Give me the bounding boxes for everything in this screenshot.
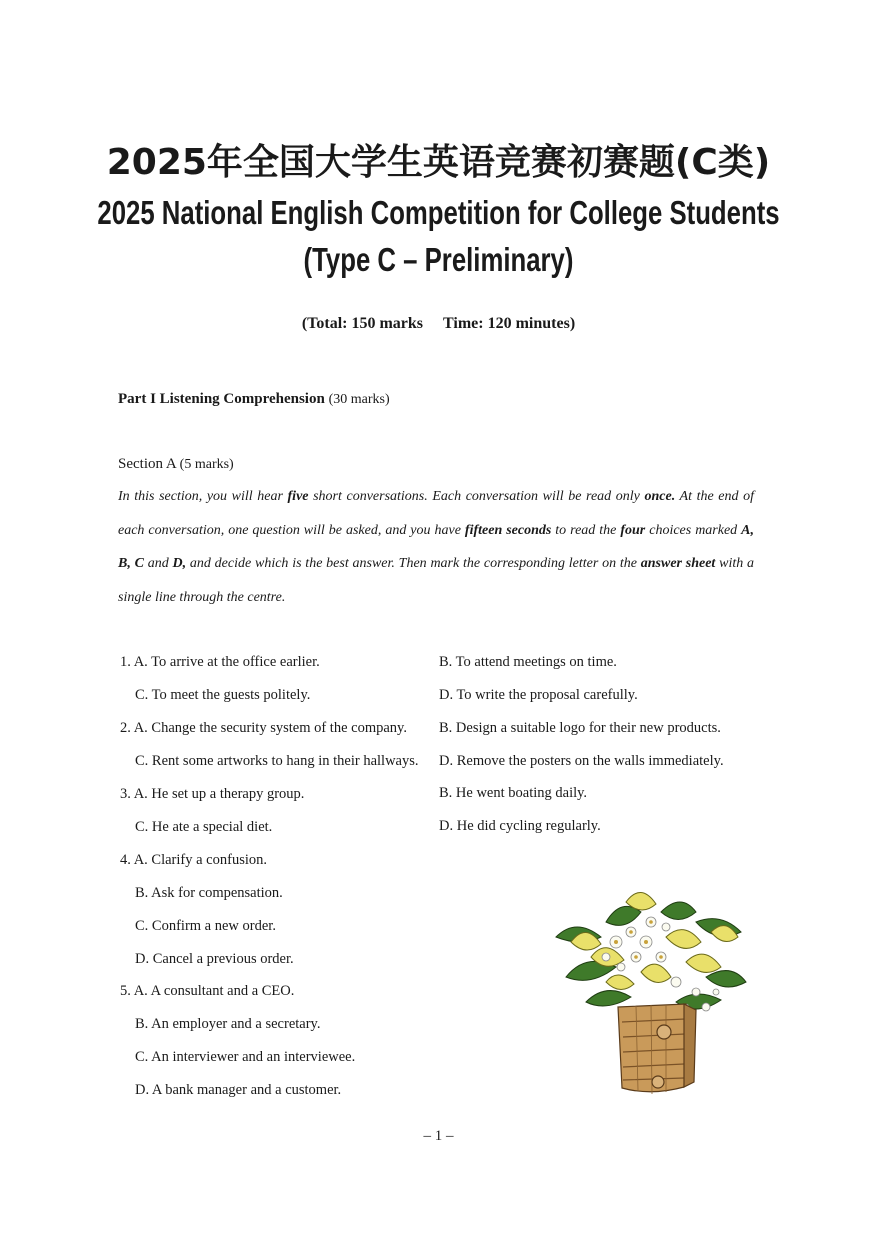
section-instructions (118, 480, 754, 614)
part-heading (118, 391, 390, 408)
q1-option-a: 1. A. To arrive at the office earlier. (120, 654, 320, 670)
total-marks: (Total: 150 marks (301, 315, 424, 332)
q2-option-d: D. Remove the posters on the walls immediately. (439, 753, 724, 769)
q2-option-c: C. Rent some artworks to hang in their hallways. (135, 753, 419, 769)
instr-text: with a single line through the centre. (118, 556, 754, 605)
part-marks: (30 marks) (328, 392, 390, 407)
instr-emphasis: D, (172, 556, 187, 571)
instr-emphasis: four (620, 522, 646, 538)
instr-text: to read the (551, 522, 621, 538)
instr-text: and (143, 556, 173, 571)
time-limit: Time: 120 minutes) (443, 315, 576, 332)
q3-option-c: C. He ate a special diet. (135, 819, 273, 835)
instr-emphasis: A, B, C (118, 522, 755, 571)
q4-option-d: D. Cancel a previous order. (135, 951, 294, 967)
section-marks: (5 marks) (179, 457, 234, 472)
q3-option-d: D. He did cycling regularly. (439, 818, 601, 834)
instr-emphasis: fifteen seconds (464, 522, 552, 538)
q5-option-a: 5. A. A consultant and a CEO. (120, 983, 295, 999)
q2-option-b: B. Design a suitable logo for their new products. (439, 720, 721, 736)
q5-option-b: B. An employer and a secretary. (135, 1016, 321, 1032)
q2-option-a: 2. A. Change the security system of the company. (120, 720, 407, 736)
basket (618, 1004, 696, 1094)
instr-emphasis: five (287, 489, 309, 504)
instr-emphasis: once. (644, 489, 676, 504)
q3-option-b: B. He went boating daily. (439, 785, 588, 801)
q1-option-c: C. To meet the guests politely. (135, 687, 311, 703)
q5-option-c: C. An interviewer and an interviewee. (135, 1049, 356, 1065)
q3-option-a: 3. A. He set up a therapy group. (120, 786, 305, 802)
instr-text: In this section, you will hear (118, 489, 288, 504)
title-english-line1: 2025 National English Competition for College Students (97, 194, 780, 231)
q5-option-d: D. A bank manager and a customer. (135, 1082, 342, 1098)
title-english-line2: (Type C – Preliminary) (303, 241, 574, 278)
q4-option-c: C. Confirm a new order. (135, 918, 276, 934)
instr-text: choices marked (645, 522, 742, 538)
q4-option-a: 4. A. Clarify a confusion. (120, 852, 267, 868)
flower-basket-illustration (546, 882, 752, 1100)
page-number: – 1 – (423, 1128, 454, 1144)
exam-meta (0, 315, 877, 333)
q4-option-b: B. Ask for compensation. (135, 885, 283, 901)
q1-option-d: D. To write the proposal carefully. (439, 687, 638, 703)
instr-emphasis: answer sheet (640, 556, 716, 571)
section-heading (118, 456, 234, 473)
instr-text: and decide which is the best answer. Then mark the corresponding letter on the (186, 556, 641, 571)
q1-option-b: B. To attend meetings on time. (439, 654, 617, 670)
instr-text: At the end of each conversation, one question will be asked, and you have (118, 489, 754, 538)
title-chinese: 2025年全国大学生英语竞赛初赛题(C类) (106, 142, 771, 183)
section-title: Section A (118, 456, 176, 472)
instr-text: short conversations. Each conversation will be read only (308, 489, 645, 504)
part-title: Part I Listening Comprehension (118, 391, 325, 407)
